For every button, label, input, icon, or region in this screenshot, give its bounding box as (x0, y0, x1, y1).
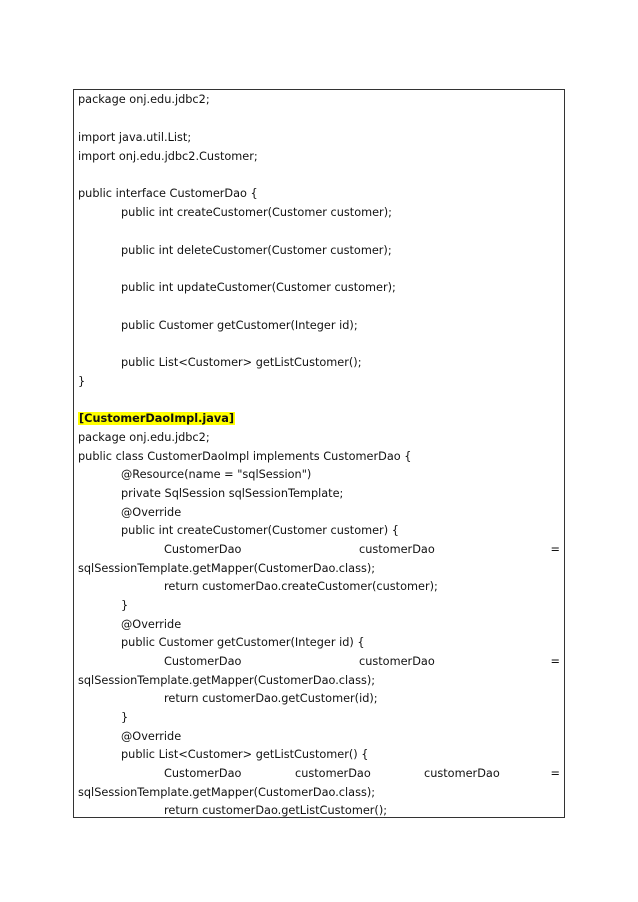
code-line: @Resource(name = "sqlSession") (121, 468, 312, 481)
code-line: } (121, 711, 129, 724)
code-token: customerDao (295, 767, 371, 780)
code-line: @Override (121, 730, 182, 743)
code-line: public List<Customer> getListCustomer(); (121, 356, 362, 369)
code-line: public interface CustomerDao { (78, 187, 258, 200)
code-token: = (550, 543, 560, 556)
code-box (73, 89, 565, 818)
code-line: public List<Customer> getListCustomer() { (121, 748, 369, 761)
code-line (164, 542, 560, 558)
code-token: CustomerDao (164, 655, 242, 668)
code-line: sqlSessionTemplate.getMapper(CustomerDao.class); (78, 786, 376, 799)
code-line (164, 766, 560, 782)
code-line: @Override (121, 506, 182, 519)
code-line: package onj.edu.jdbc2; (78, 93, 210, 106)
code-line: return customerDao.createCustomer(customer); (164, 580, 438, 593)
code-token: CustomerDao (164, 543, 242, 556)
code-line: sqlSessionTemplate.getMapper(CustomerDao.class); (78, 674, 376, 687)
code-line: public int updateCustomer(Customer customer); (121, 281, 396, 294)
code-line: return customerDao.getListCustomer(); (164, 804, 388, 817)
code-line: sqlSessionTemplate.getMapper(CustomerDao.class); (78, 562, 376, 575)
code-line: private SqlSession sqlSessionTemplate; (121, 487, 344, 500)
code-token: customerDao (359, 543, 435, 556)
code-line: public int deleteCustomer(Customer customer); (121, 244, 392, 257)
code-line (164, 654, 560, 670)
code-token: = (550, 767, 560, 780)
code-line: public int createCustomer(Customer customer); (121, 206, 392, 219)
code-token: = (550, 655, 560, 668)
code-token: customerDao (359, 655, 435, 668)
code-line: } (121, 599, 129, 612)
file-name-highlight: [CustomerDaoImpl.java] (79, 412, 235, 425)
code-line: } (78, 375, 86, 388)
code-token: CustomerDao (164, 767, 242, 780)
code-line: public int createCustomer(Customer customer) { (121, 524, 399, 537)
code-line: import java.util.List; (78, 131, 192, 144)
code-line: package onj.edu.jdbc2; (78, 431, 210, 444)
code-line: public class CustomerDaoImpl implements CustomerDao { (78, 450, 412, 463)
code-line: public Customer getCustomer(Integer id) { (121, 636, 365, 649)
code-token: customerDao (424, 767, 500, 780)
code-line: import onj.edu.jdbc2.Customer; (78, 150, 258, 163)
code-line: @Override (121, 618, 182, 631)
section-heading (78, 411, 560, 427)
code-line: return customerDao.getCustomer(id); (164, 692, 378, 705)
code-line: public Customer getCustomer(Integer id); (121, 319, 358, 332)
